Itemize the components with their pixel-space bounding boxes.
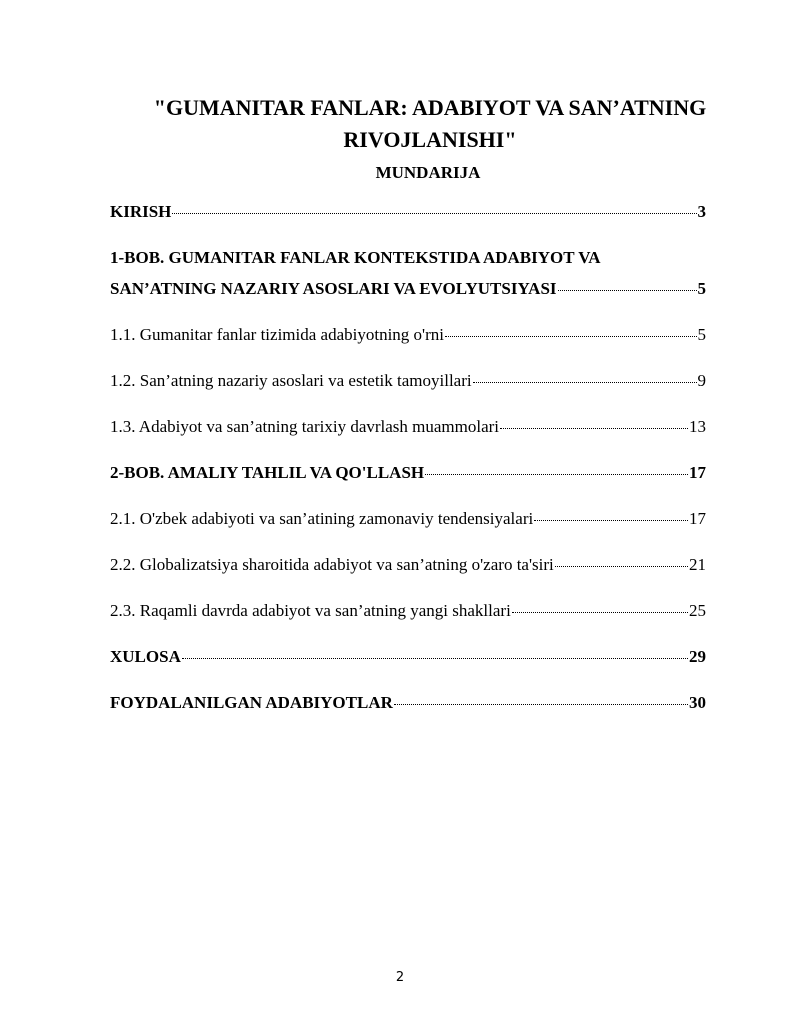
toc-entry-label: FOYDALANILGAN ADABIYOTLAR [110, 693, 393, 712]
toc-entry-page: 17 [689, 463, 706, 482]
toc-entry-section-1-3[interactable] [110, 413, 706, 441]
toc-dot-leader [172, 213, 696, 214]
toc-entry-page: 9 [697, 371, 706, 390]
toc-dot-leader [558, 290, 697, 291]
toc-entry-label: 2.1. O'zbek adabiyoti va san’atining zamonaviy tendensiyalari [110, 509, 534, 528]
page-number: 2 [395, 970, 405, 985]
toc-entry-page: 25 [689, 601, 706, 620]
toc-dot-leader [182, 658, 688, 659]
toc-entry-page: 29 [689, 647, 706, 666]
toc-entry-label: SAN’ATNING NAZARIY ASOSLARI VA EVOLYUTSIYASI [110, 279, 557, 298]
toc-dot-leader [555, 566, 688, 567]
toc-entry-page: 13 [689, 417, 706, 436]
toc-entry-label: 2.2. Globalizatsiya sharoitida adabiyot va san’atning o'zaro ta'siri [110, 555, 554, 574]
toc-entry-page: 5 [697, 279, 706, 298]
toc-entry-label: 2-BOB. AMALIY TAHLIL VA QO'LLASH [110, 463, 425, 482]
toc-entry-label: 1.1. Gumanitar fanlar tizimida adabiyotning o'rni [110, 325, 444, 344]
toc-dot-leader [534, 520, 688, 521]
document-title [110, 92, 750, 156]
toc-entry-label: 2.3. Raqamli davrda adabiyot va san’atning yangi shakllari [110, 601, 511, 620]
toc-entry-page: 3 [697, 202, 706, 221]
toc-dot-leader [445, 336, 697, 337]
toc-entry-label: XULOSA [110, 647, 181, 666]
document-title-line-1: "GUMANITAR FANLAR: ADABIYOT VA SAN’ATNING [153, 95, 707, 120]
toc-dot-leader [512, 612, 688, 613]
toc-entry-section-1-1[interactable] [110, 321, 706, 349]
toc-entry-xulosa[interactable] [110, 643, 706, 671]
toc-dot-leader [500, 428, 688, 429]
toc-entry-page: 21 [689, 555, 706, 574]
toc-entry-kirish[interactable] [110, 198, 706, 226]
toc-entry-label: 1.2. San’atning nazariy asoslari va estetik tamoyillari [110, 371, 472, 390]
toc-entry-label: KIRISH [110, 202, 172, 221]
toc-entry-page: 5 [697, 325, 706, 344]
toc-entry-label: 1.3. Adabiyot va san’atning tarixiy davrlash muammolari [110, 417, 500, 436]
toc-entry-label-line-1: 1-BOB. GUMANITAR FANLAR KONTEKSTIDA ADABIYOT VA [110, 248, 601, 267]
toc-entry-section-2-2[interactable] [110, 551, 706, 579]
toc-entry-references[interactable] [110, 689, 706, 717]
toc-dot-leader [473, 382, 697, 383]
table-of-contents-heading: MUNDARIJA [375, 163, 481, 182]
toc-dot-leader [425, 474, 688, 475]
toc-entry-page: 30 [689, 693, 706, 712]
toc-entry-section-1-2[interactable] [110, 367, 706, 395]
document-title-line-2: RIVOJLANISHI" [343, 127, 517, 152]
toc-entry-chapter-2[interactable] [110, 459, 706, 487]
toc-entry-chapter-1[interactable] [110, 244, 706, 303]
toc-entry-section-2-3[interactable] [110, 597, 706, 625]
table-of-contents [110, 198, 706, 717]
toc-dot-leader [394, 704, 688, 705]
toc-entry-page: 17 [689, 509, 706, 528]
toc-entry-section-2-1[interactable] [110, 505, 706, 533]
